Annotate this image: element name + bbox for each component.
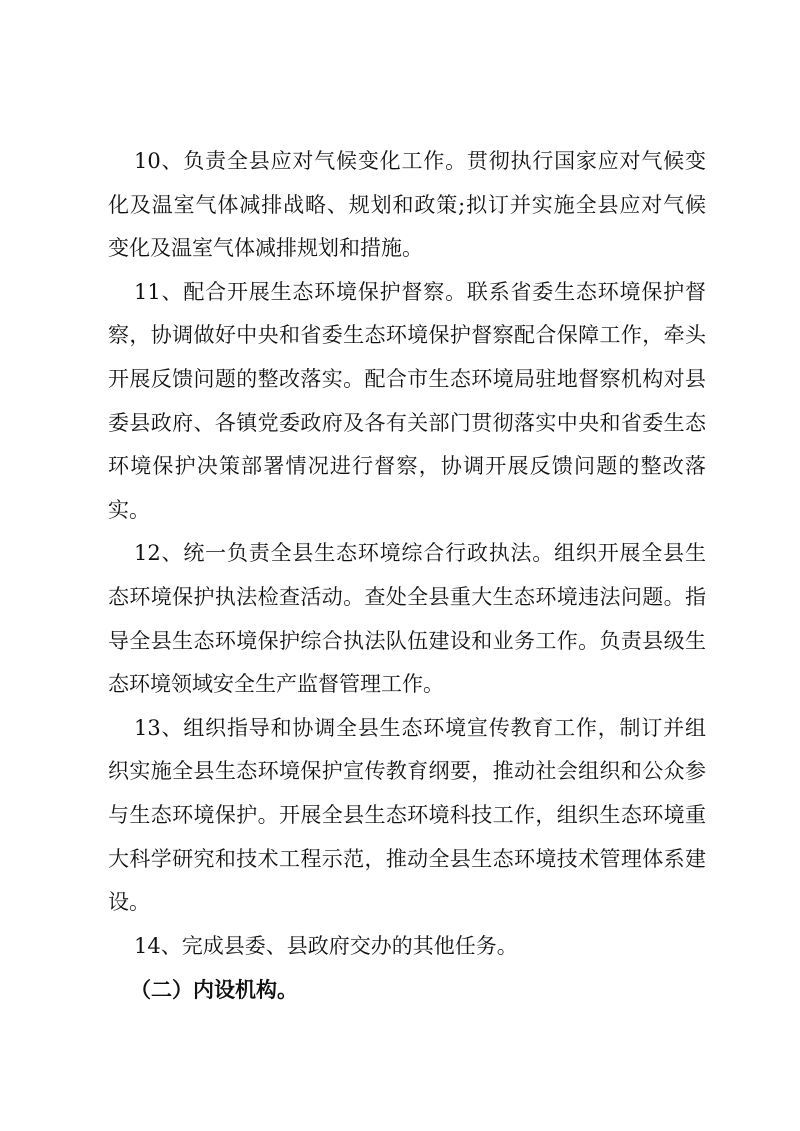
- text-line: 织实施全县生态环境保护宣传教育纲要，推动社会组织和公众参: [108, 759, 706, 784]
- text-line: 导全县生态环境保护综合执法队伍建设和业务工作。负责县级生: [108, 628, 706, 653]
- text-line: 变化及温室气体减排规划和措施。: [108, 236, 423, 261]
- text-line: 实。: [108, 497, 150, 522]
- text-line: 化及温室气体减排战略、规划和政策;拟订并实施全县应对气候: [108, 192, 706, 217]
- paragraph-13: [108, 707, 706, 925]
- text-line: 委县政府、各镇党委政府及各有关部门贯彻落实中央和省委生态: [108, 410, 706, 435]
- paragraph-10: [108, 140, 706, 271]
- text-line: 开展反馈问题的整改落实。配合市生态环境局驻地督察机构对县: [108, 366, 706, 391]
- text-line: 13、组织指导和协调全县生态环境宣传教育工作，制订并组: [134, 715, 706, 740]
- text-line: 态环境保护执法检查活动。查处全县重大生态环境违法问题。指: [108, 584, 706, 609]
- text-line: 14、完成县委、县政府交办的其他任务。: [134, 933, 518, 958]
- text-line: 11、配合开展生态环境保护督察。联系省委生态环境保护督: [134, 279, 706, 304]
- text-line: 环境保护决策部署情况进行督察，协调开展反馈问题的整改落: [108, 454, 706, 479]
- paragraph-12: [108, 532, 706, 706]
- paragraph-11: [108, 271, 706, 533]
- text-line: 设。: [108, 890, 150, 915]
- paragraph-14: [108, 925, 706, 969]
- text-line: 察，协调做好中央和省委生态环境保护督察配合保障工作，牵头: [108, 323, 706, 348]
- text-line: 与生态环境保护。开展全县生态环境科技工作，组织生态环境重: [108, 802, 706, 827]
- text-line: 态环境领域安全生产监督管理工作。: [108, 672, 444, 697]
- section-heading: （二）内设机构。: [130, 977, 298, 1003]
- text-line: 10、负责全县应对气候变化工作。贯彻执行国家应对气候变: [134, 149, 706, 173]
- text-line: 12、统一负责全县生态环境综合行政执法。组织开展全县生: [134, 541, 706, 566]
- document-body: [108, 140, 706, 1012]
- text-line: 大科学研究和技术工程示范，推动全县生态环境技术管理体系建: [108, 846, 706, 871]
